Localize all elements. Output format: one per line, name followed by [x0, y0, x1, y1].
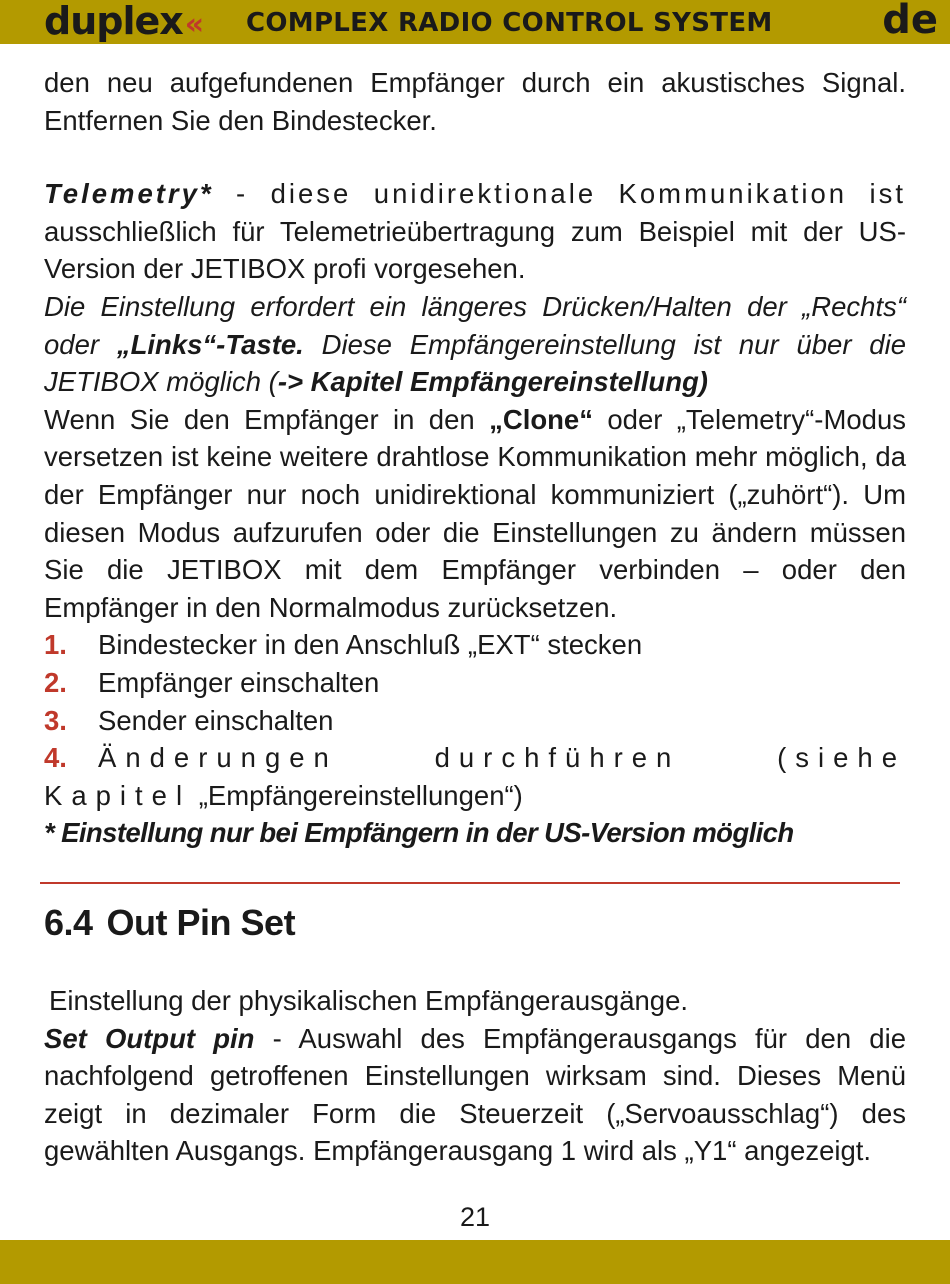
- step-text-continued: „Empfängereinstellungen“): [198, 779, 523, 811]
- page-footer: [0, 1240, 950, 1284]
- setting-note-b: Diese Empfängereinstellung ist nur über die JETIBOX möglich (: [44, 328, 906, 398]
- paragraph-clone-mode: [44, 401, 906, 627]
- step-text: Bindestecker in den Anschluß „EXT“ stecken: [98, 629, 643, 661]
- section-number: 6.4: [44, 902, 93, 943]
- list-item: [44, 702, 906, 740]
- clone-term: „Clone“: [489, 403, 593, 435]
- page-number: 21: [459, 1202, 491, 1232]
- footnote: * Einstellung nur bei Empfängern in der US-Version möglich: [44, 817, 794, 849]
- step-number: 2.: [44, 666, 67, 698]
- links-taste: „Links“-Taste.: [116, 328, 304, 360]
- page-header: [0, 0, 950, 44]
- main-content: [44, 64, 906, 852]
- list-item: [44, 739, 906, 814]
- section-heading: [44, 900, 295, 946]
- duplex-logo: [44, 0, 198, 44]
- telemetry-term: Telemetry*: [44, 178, 214, 210]
- list-item: [44, 626, 906, 664]
- list-item: [44, 664, 906, 702]
- paragraph-intro: Einstellung der physikalischen Empfängerausgänge.: [49, 985, 689, 1016]
- step-text: Sender einschalten: [98, 704, 334, 736]
- section-content: [44, 982, 906, 1170]
- telemetry-text-b: ausschließlich für Telemetrieübertragung zum Beispiel mit der US-Version der JETIBOX profi vorgesehen.: [44, 215, 906, 285]
- step-number: 1.: [44, 629, 67, 661]
- paragraph-set-output-pin: [44, 1020, 906, 1170]
- paragraph-setting-note: [44, 288, 906, 401]
- set-output-pin-term: Set Output pin: [44, 1022, 255, 1054]
- set-output-pin-text: - Auswahl des Empfängerausgangs für den die nachfolgend getroffenen Einstellungen wirksam sind. Dieses Menü zeigt in dezimaler Form die Steuerzeit („Servoausschlag“) des gewählten Ausgangs. Empfängerausgang 1 wird als „Y1“ angezeigt.: [44, 1022, 906, 1167]
- chapter-reference: -> Kapitel Empfängereinstellung): [277, 366, 708, 398]
- telemetry-text-a: - diese unidirektionale Kommunikation ist: [213, 178, 906, 210]
- language-badge: de: [882, 0, 938, 43]
- paragraph-1: den neu aufgefundenen Empfänger durch ein akustisches Signal. Entfernen Sie den Bindestecker.: [44, 67, 906, 136]
- clone-text-b: oder „Telemetry“-Modus versetzen ist keine weitere drahtlose Kommunikation mehr möglich, da der Empfänger nur noch unidirektional kommuniziert („zuhört“). Um diesen Modus aufzurufen oder die Einstellungen zu ändern müssen Sie die JETIBOX mit dem Empfänger verbinden – oder den Empfänger in den Normalmodus zurücksetzen.: [44, 403, 906, 623]
- section-divider: [40, 882, 900, 884]
- step-text: Empfänger einschalten: [98, 666, 380, 698]
- logo-text: duplex: [44, 0, 183, 43]
- setting-note-a: Die Einstellung erfordert ein längeres Drücken/Halten der „Rechts“ oder: [44, 290, 906, 360]
- logo-chevrons-icon: «: [184, 7, 199, 42]
- clone-text-a: Wenn Sie den Empfänger in den: [44, 403, 490, 435]
- section-title: Out Pin Set: [106, 902, 296, 943]
- paragraph-telemetry: [44, 175, 906, 288]
- step-number: 4.: [44, 742, 67, 774]
- header-title: COMPLEX RADIO CONTROL SYSTEM: [246, 8, 773, 38]
- step-text: Änderungen durchführen (siehe Kapitel: [44, 742, 906, 811]
- step-number: 3.: [44, 704, 67, 736]
